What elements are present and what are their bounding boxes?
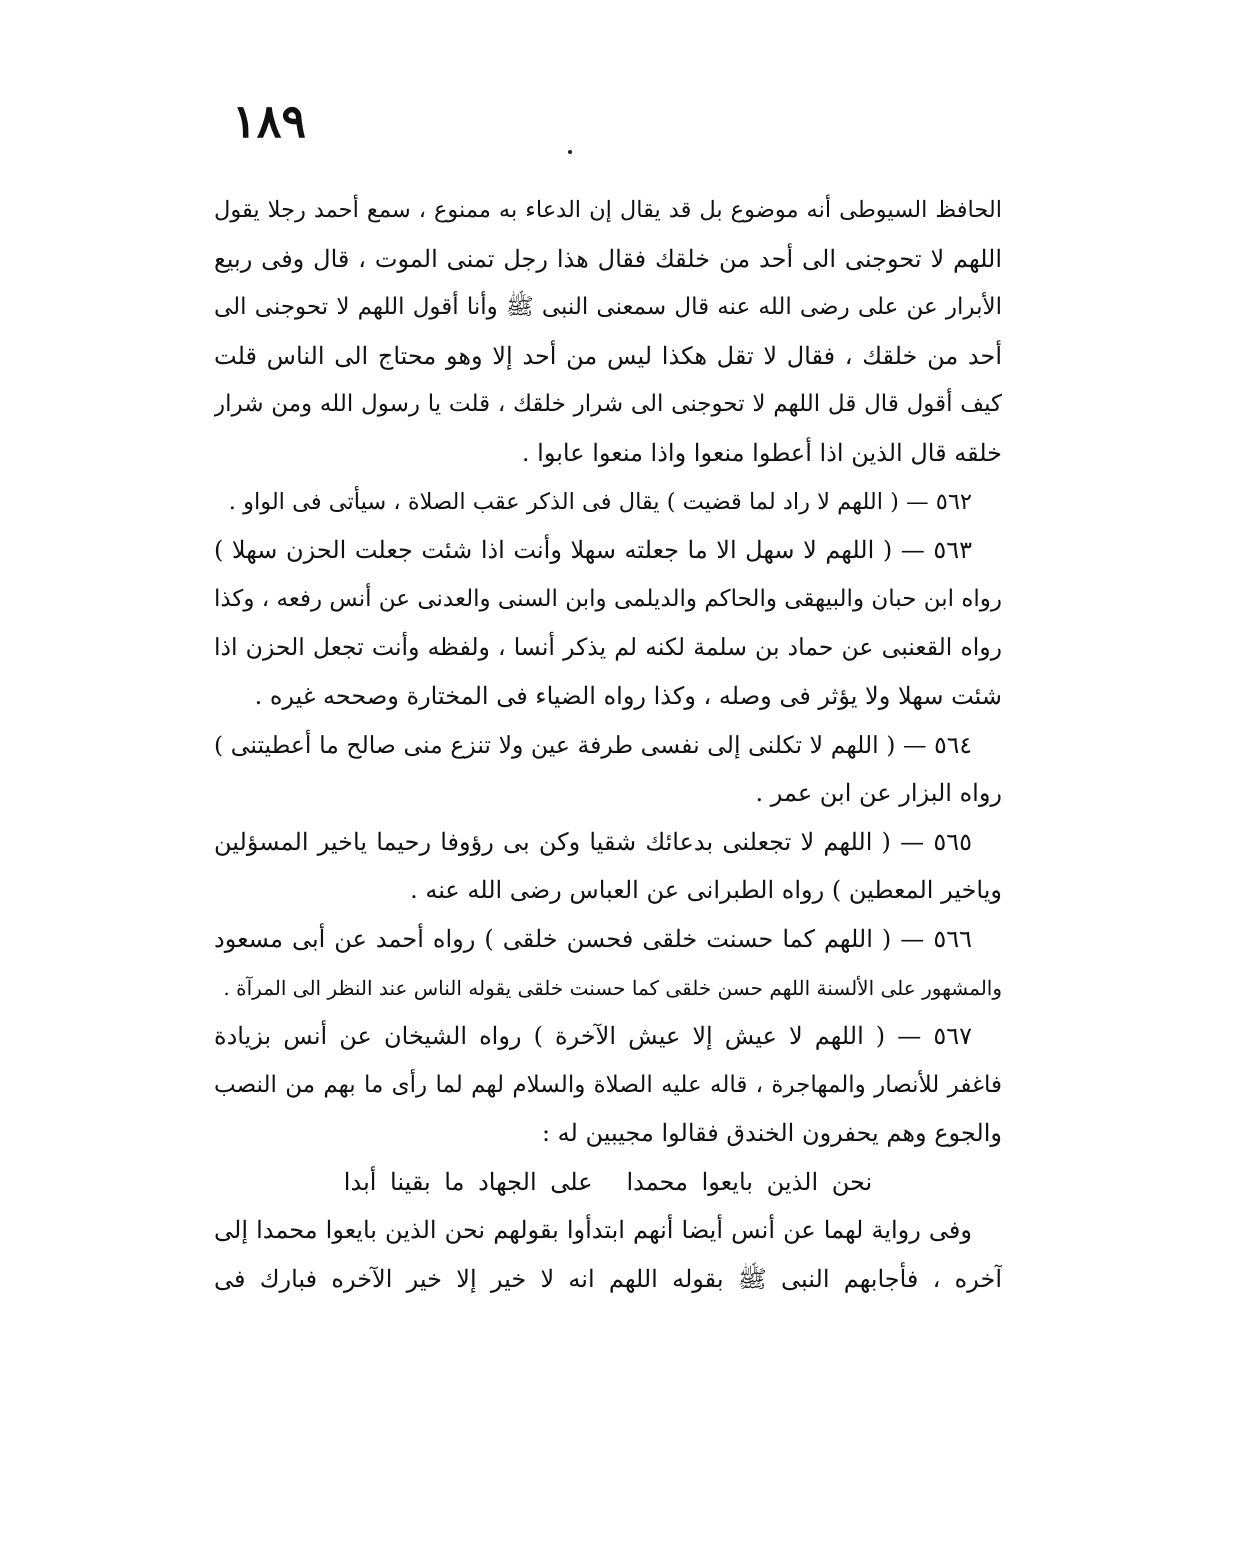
text-line: والمشهور على الألسنة اللهم حسن خلقى كما حسنت خلقى يقوله الناس عند النظر الى المرآة .	[223, 975, 1002, 1000]
text-line: خلقه قال الذين اذا أعطوا منعوا واذا منعوا عابوا .	[521, 438, 1002, 467]
entry-563: ٥٦٣ — ( اللهم لا سهل الا ما جعلته سهلا وأنت اذا شئت جعلت الحزن سهلا )	[214, 536, 972, 565]
poetry-verse	[214, 1158, 1002, 1207]
text-line: الحافظ السيوطى أنه موضوع بل قد يقال إن الدعاء به ممنوع ، سمع أحمد رجلا يقول	[214, 197, 1002, 223]
body-text	[214, 186, 1002, 1304]
text-line: وفى رواية لهما عن أنس أيضا أنهم ابتدأوا بقولهم نحن الذين بايعوا محمدا إلى	[214, 1216, 972, 1245]
text-line: رواه البزار عن ابن عمر .	[755, 779, 1002, 808]
entry-566: ٥٦٦ — ( اللهم كما حسنت خلقى فحسن خلقى ) رواه أحمد عن أبى مسعود	[214, 924, 972, 953]
text-line: الأبرار عن على رضى الله عنه قال سمعنى النبى ﷺ وأنا أقول اللهم لا تحوجنى الى	[214, 294, 1002, 321]
text-line: وياخير المعطين ) رواه الطبرانى عن العباس رضى الله عنه .	[410, 876, 1002, 905]
text-line: أحد من خلقك ، فقال لا تقل هكذا ليس من أحد إلا وهو محتاج الى الناس قلت	[214, 341, 1002, 370]
text-line: آخره ، فأجابهم النبى ﷺ بقوله اللهم انه لا خير إلا خير الآخره فبارك فى	[214, 1265, 1002, 1294]
page-number: ١٨٩	[232, 94, 307, 148]
text-line: كيف أقول قال قل اللهم لا تحوجنى الى شرار خلقك ، قلت يا رسول الله ومن شرار	[214, 391, 1002, 418]
ink-dot	[568, 150, 572, 154]
text-line: اللهم لا تحوجنى الى أحد من خلقك فقال هذا رجل تمنى الموت ، قال وفى ربيع	[214, 244, 1002, 273]
entry-562: ٥٦٢ — ( اللهم لا راد لما قضيت ) يقال فى الذكر عقب الصلاة ، سيأتى فى الواو .	[228, 488, 972, 515]
entry-564: ٥٦٤ — ( اللهم لا تكلنى إلى نفسى طرفة عين ولا تنزع منى صالح ما أعطيتنى )	[214, 730, 972, 759]
entry-565: ٥٦٥ — ( اللهم لا تجعلنى بدعائك شقيا وكن بى رؤوفا رحيما ياخير المسؤلين	[214, 827, 972, 856]
text-line: رواه القعنبى عن حماد بن سلمة لكنه لم يذكر أنسا ، ولفظه وأنت تجعل الحزن اذا	[214, 633, 1002, 662]
text-line: فاغفر للأنصار والمهاجرة ، قاله عليه الصلاة والسلام لهم لما رأى ما بهم من النصب	[214, 1071, 1002, 1098]
verse-second-hemistich: على الجهاد ما بقينا أبدا	[343, 1167, 593, 1196]
entry-567: ٥٦٧ — ( اللهم لا عيش إلا عيش الآخرة ) رواه الشيخان عن أنس بزيادة	[214, 1022, 972, 1051]
text-line: رواه ابن حبان والبيهقى والحاكم والديلمى وابن السنى والعدنى عن أنس رفعه ، وكذا	[214, 585, 1002, 612]
text-line: والجوع وهم يحفرون الخندق فقالوا مجيبين له :	[541, 1119, 1002, 1148]
text-line: شئت سهلا ولا يؤثر فى وصله ، وكذا رواه الضياء فى المختارة وصححه غيره .	[254, 681, 1002, 710]
verse-first-hemistich: نحن الذين بايعوا محمدا	[626, 1167, 873, 1196]
